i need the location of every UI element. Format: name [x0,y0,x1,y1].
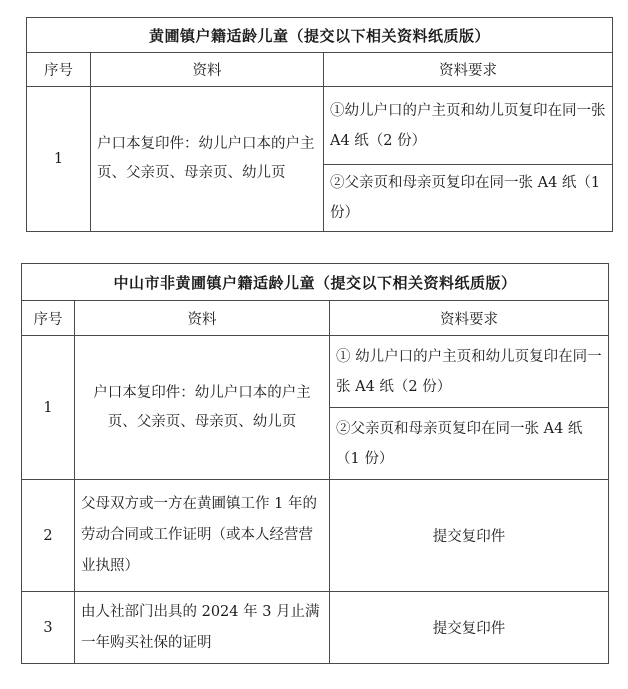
requirement-cell: ①幼儿户口的户主页和幼儿页复印在同一张 A4 纸（2 份） [324,87,613,165]
material-cell: 父母双方或一方在黄圃镇工作 1 年的劳动合同或工作证明（或本人经营营业执照） [75,480,330,592]
header-requirement: 资料要求 [330,301,609,336]
requirement-cell: 提交复印件 [330,480,609,592]
requirement-cell: 提交复印件 [330,592,609,664]
material-cell: 户口本复印件：幼儿户口本的户主页、父亲页、母亲页、幼儿页 [91,87,324,232]
requirement-cell: ① 幼儿户口的户主页和幼儿页复印在同一张 A4 纸（2 份） [330,336,609,408]
huangpu-residents-table [26,17,613,232]
non-huangpu-residents-table [21,263,609,664]
requirement-cell: ②父亲页和母亲页复印在同一张 A4 纸（1 份） [330,408,609,480]
material-cell: 由人社部门出具的 2024 年 3 月止满一年购买社保的证明 [75,592,330,664]
material-cell: 户口本复印件：幼儿户口本的户主页、父亲页、母亲页、幼儿页 [75,336,330,480]
header-material: 资料 [75,301,330,336]
header-no: 序号 [22,301,75,336]
header-requirement: 资料要求 [324,53,613,87]
row-number: 1 [27,87,91,232]
header-no: 序号 [27,53,91,87]
row-number: 1 [22,336,75,480]
table-title: 黄圃镇户籍适龄儿童（提交以下相关资料纸质版） [27,18,613,53]
header-material: 资料 [91,53,324,87]
row-number: 2 [22,480,75,592]
row-number: 3 [22,592,75,664]
requirement-cell: ②父亲页和母亲页复印在同一张 A4 纸（1 份） [324,165,613,232]
table-title: 中山市非黄圃镇户籍适龄儿童（提交以下相关资料纸质版） [22,264,609,301]
